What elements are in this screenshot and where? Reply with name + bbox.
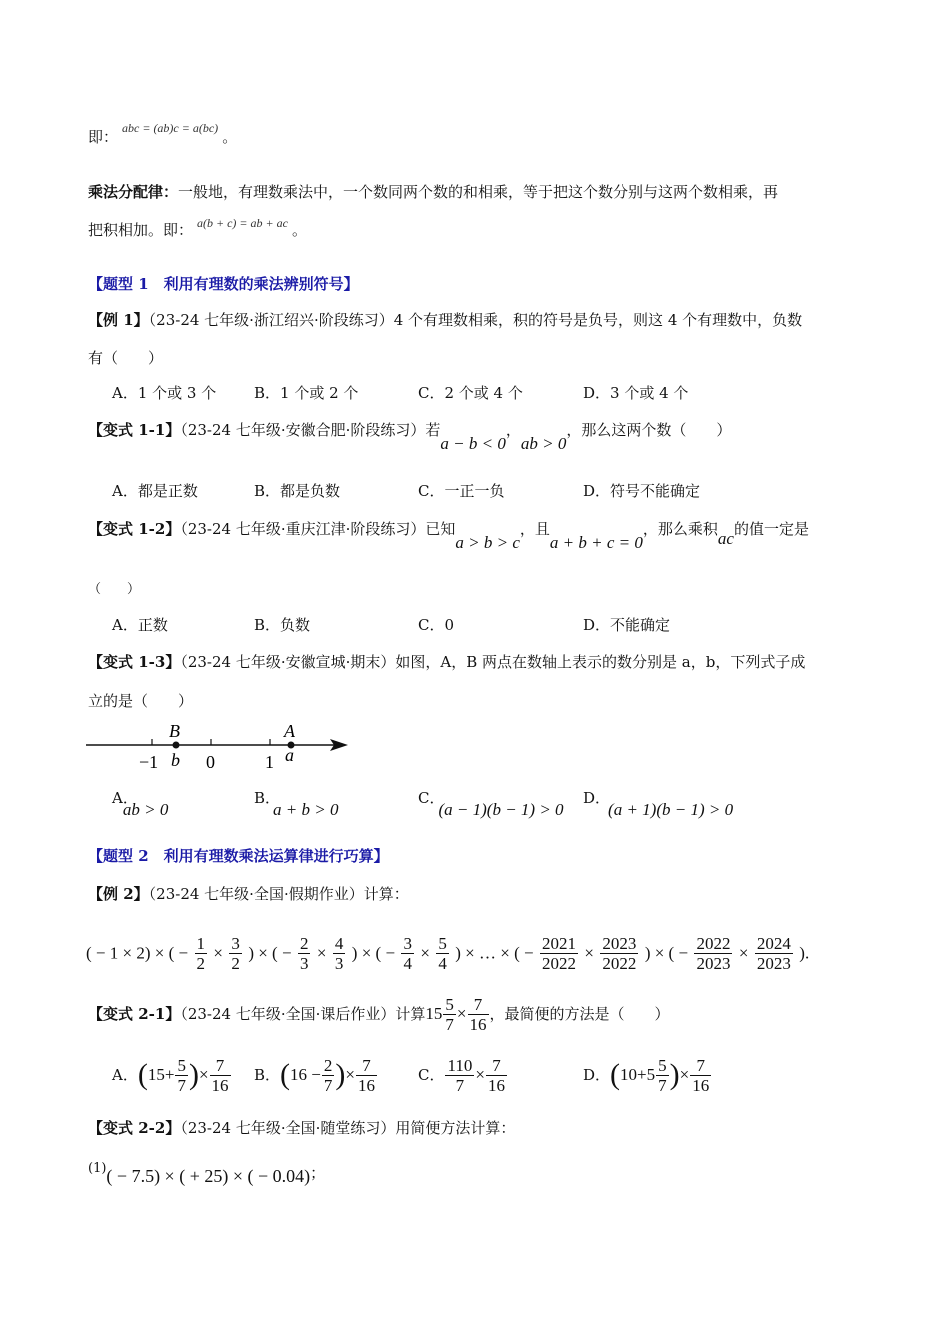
- ex2-f5n: 3: [403, 934, 412, 953]
- v12-paren: （ ）: [88, 582, 141, 597]
- v21-gn: 7: [468, 995, 489, 1015]
- ex1-source: （23-24 七年级·浙江绍兴·阶段练习）: [148, 311, 394, 329]
- v22-item1-end: ；: [310, 1164, 326, 1182]
- v12-option-b: B．负数: [254, 616, 311, 634]
- v21-d-gn: 7: [690, 1056, 711, 1076]
- v21-fn: 5: [445, 994, 454, 1014]
- label-B: B: [169, 721, 180, 741]
- ex2-f3d: 3: [299, 954, 309, 973]
- ex2-f3n: 2: [299, 934, 309, 953]
- ex2-f7d: 2022: [542, 954, 576, 973]
- v21-source: （23-24 七年级·全国·课后作业）: [180, 1005, 396, 1023]
- ex2-f10d: 2023: [756, 954, 791, 973]
- v21-b-label: B．: [254, 1066, 281, 1084]
- v11-cond2: ab > 0: [520, 434, 567, 453]
- distrib-line-1: [88, 182, 778, 202]
- v12-cond1: a > b > c: [455, 533, 520, 552]
- v13-option-c: [418, 788, 570, 819]
- v11-source: （23-24 七年级·安徽合肥·阶段练习）: [180, 421, 426, 439]
- v13-option-b: [254, 788, 345, 819]
- ex2-frac-10: [755, 934, 793, 973]
- ex2-frac-9: [694, 934, 732, 973]
- v12-option-c: C．0: [418, 616, 455, 634]
- v21-b-frac-2: [356, 1056, 377, 1095]
- v13-option-b-label: B．: [254, 789, 281, 807]
- ex2-x3: ×: [420, 943, 430, 963]
- ex2-f9n: 2022: [696, 934, 731, 953]
- ex2-x2: ×: [316, 943, 327, 963]
- ex2-expression: [86, 933, 809, 974]
- v21-a-gn: 7: [210, 1056, 231, 1076]
- v21-frac-1: [443, 995, 456, 1034]
- ex2-f1d: 2: [196, 954, 205, 973]
- v22-item1-no: (1): [88, 1161, 107, 1176]
- v21-line: [88, 993, 670, 1034]
- v21-pre: 计算: [395, 1005, 426, 1023]
- v21-b-gd: 16: [357, 1075, 375, 1095]
- v22-label: 【变式 2-2】: [88, 1119, 181, 1137]
- v12-post: ，那么乘积: [642, 520, 718, 538]
- v13-line-2: 立的是（ ）: [88, 692, 194, 710]
- v13-option-a: [112, 788, 183, 819]
- v12-label: 【变式 1-2】: [88, 520, 181, 538]
- ex2-frac-7: [540, 934, 578, 973]
- v21-d-label: D．: [583, 1066, 611, 1084]
- ex2-frac-6: [436, 934, 449, 973]
- distrib-formula: a(b + c) = ab + ac: [197, 216, 288, 230]
- ex1-option-a: A．1 个或 3 个: [112, 384, 217, 402]
- v11-cond1: a − b < 0: [440, 434, 506, 453]
- label-zero: 0: [206, 752, 215, 772]
- assoc-suffix: 。: [222, 128, 238, 146]
- v13-option-d-label: D．: [583, 789, 611, 807]
- ex2-frac-3: [298, 934, 311, 973]
- v22-item-1: [88, 1162, 325, 1185]
- type1-title: 【题型 1 利用有理数的乘法辨别符号】: [88, 275, 359, 293]
- v11-line: [88, 420, 732, 453]
- label-b: b: [171, 750, 180, 770]
- v21-c-label: C．: [418, 1066, 445, 1084]
- v21-c-fd: 7: [455, 1075, 465, 1095]
- ex2-line: [88, 884, 409, 904]
- v21-times: ×: [456, 1004, 467, 1023]
- v21-d-a: 10+5: [620, 1065, 656, 1084]
- v11-comma: ，: [505, 421, 521, 439]
- v21-post: ，最简便的方法是（ ）: [489, 1005, 670, 1023]
- ex2-text: 计算：: [363, 885, 409, 903]
- v21-option-c: [418, 1052, 508, 1097]
- v21-fd: 7: [445, 1014, 454, 1034]
- distrib-suffix: 。: [291, 221, 307, 239]
- ex2-p2: ) × ( −: [248, 943, 292, 963]
- ex2-label: 【例 2】: [88, 885, 149, 903]
- v11-option-b: B．都是负数: [254, 482, 341, 500]
- v11-pre: 若: [425, 421, 441, 439]
- v21-d-frac-1: [656, 1056, 669, 1095]
- v21-a-lp: (: [137, 1058, 148, 1091]
- ex2-x1: ×: [213, 943, 223, 963]
- v21-label: 【变式 2-1】: [88, 1005, 181, 1023]
- distrib-line-2: [88, 216, 307, 241]
- ex2-f7n: 2021: [542, 934, 576, 953]
- ex2-p6: ).: [799, 943, 810, 963]
- label-A: A: [284, 721, 295, 741]
- v21-a-frac-1: [175, 1056, 188, 1095]
- ex2-p3: ) × ( −: [351, 943, 396, 963]
- v11-post: ，那么这两个数（ ）: [566, 421, 732, 439]
- v11-label: 【变式 1-1】: [88, 421, 181, 439]
- ex2-f9d: 2023: [696, 954, 731, 973]
- v12-mid: ，且: [519, 520, 550, 538]
- v21-b-a: 16 −: [290, 1065, 321, 1084]
- v21-a-rp: ): [188, 1058, 199, 1091]
- v21-b-lp: (: [280, 1058, 291, 1091]
- v21-a-gd: 16: [211, 1075, 229, 1095]
- ex2-frac-8: [600, 934, 638, 973]
- assoc-line: [88, 121, 238, 148]
- assoc-formula: abc = (ab)c = a(bc): [122, 121, 219, 135]
- ex2-f2d: 2: [231, 954, 240, 973]
- v21-b-fn: 2: [323, 1055, 333, 1075]
- v21-option-a: [112, 1052, 232, 1097]
- v12-end: 的值一定是: [733, 520, 809, 538]
- v21-frac-2: [468, 995, 489, 1034]
- v12-pre: 已知: [425, 520, 456, 538]
- v21-a-a: 15+: [147, 1065, 175, 1084]
- ex2-p1: ( − 1 × 2) × ( −: [86, 943, 189, 963]
- v21-a-x: ×: [198, 1065, 209, 1084]
- ex1-option-c: C．2 个或 4 个: [418, 384, 523, 402]
- v21-b-fd: 7: [323, 1075, 333, 1095]
- v13-option-a-math: ab > 0: [122, 800, 169, 819]
- v21-d-gd: 16: [692, 1075, 710, 1095]
- v21-d-fd: 7: [658, 1075, 667, 1095]
- v13-text: 如图，A，B 两点在数轴上表示的数分别是 a，b，下列式子成: [395, 653, 806, 671]
- ex2-source: （23-24 七年级·全国·假期作业）: [148, 885, 364, 903]
- v21-c-gn: 7: [486, 1056, 507, 1076]
- v22-text: 用简便方法计算：: [395, 1119, 516, 1137]
- number-line: [86, 718, 356, 776]
- type2-title: 【题型 2 利用有理数乘法运算律进行巧算】: [88, 847, 389, 865]
- v21-c-x: ×: [475, 1065, 485, 1084]
- ex2-frac-1: [195, 934, 208, 973]
- label-one: 1: [265, 752, 274, 772]
- ex1-option-d: D．3 个或 4 个: [583, 384, 689, 402]
- v21-d-fn: 5: [658, 1055, 667, 1075]
- v13-label: 【变式 1-3】: [88, 653, 181, 671]
- v13-option-d-math: (a + 1)(b − 1) > 0: [608, 800, 734, 819]
- assoc-prefix: 即：: [88, 128, 119, 146]
- ex2-p5: ) × ( −: [644, 943, 689, 963]
- v13-option-d: [583, 788, 735, 819]
- v13-line-1: [88, 652, 805, 672]
- v21-a-frac-2: [210, 1056, 231, 1095]
- ex2-f6n: 5: [438, 934, 447, 953]
- v12-line: [88, 519, 809, 552]
- distrib-title: 乘法分配律：: [88, 183, 179, 201]
- v11-option-c: C．一正一负: [418, 482, 505, 500]
- ex2-f5d: 4: [403, 954, 412, 973]
- v21-a-fd: 7: [177, 1075, 186, 1095]
- v13-option-c-math: (a − 1)(b − 1) > 0: [438, 800, 564, 819]
- v21-a-label: A．: [112, 1066, 138, 1084]
- v21-c-fn: 110: [447, 1055, 473, 1075]
- v12-option-d: D．不能确定: [583, 616, 671, 634]
- ex2-frac-5: [401, 934, 414, 973]
- point-b: [173, 742, 180, 749]
- v21-option-d: [583, 1052, 712, 1097]
- v21-b-gn: 7: [356, 1056, 377, 1076]
- v13-option-c-label: C．: [418, 789, 445, 807]
- ex2-f6d: 4: [438, 954, 447, 973]
- ex2-f1n: 1: [196, 934, 205, 953]
- distrib-text-1: 一般地，有理数乘法中，一个数同两个数的和相乘，等于把这个数分别与这两个数相乘，再: [178, 183, 779, 201]
- v22-source: （23-24 七年级·全国·随堂练习）: [180, 1119, 396, 1137]
- v12-option-a: A．正数: [112, 616, 168, 634]
- ex1-option-b: B．1 个或 2 个: [254, 384, 359, 402]
- v21-b-x: ×: [345, 1065, 355, 1084]
- v13-option-a-label: A．: [112, 789, 138, 807]
- ex2-f10n: 2024: [756, 934, 791, 953]
- ex2-f4n: 4: [334, 934, 344, 953]
- v21-d-lp: (: [610, 1058, 621, 1091]
- v13-source: （23-24 七年级·安徽宣城·期末）: [180, 653, 396, 671]
- ex2-frac-2: [229, 934, 242, 973]
- v21-d-rp: ): [669, 1058, 680, 1091]
- v12-cond2: a + b + c = 0: [549, 533, 643, 552]
- ex2-frac-4: [333, 934, 346, 973]
- v11-option-a: A．都是正数: [112, 482, 198, 500]
- v22-line: [88, 1118, 515, 1138]
- v21-option-b: [254, 1052, 378, 1097]
- ex2-f8d: 2022: [602, 954, 637, 973]
- ex1-line-2: 有（ ）: [88, 349, 164, 367]
- v12-source: （23-24 七年级·重庆江津·阶段练习）: [180, 520, 426, 538]
- v11-option-d: D．符号不能确定: [583, 482, 701, 500]
- v21-d-x: ×: [679, 1065, 690, 1084]
- ex2-f8n: 2023: [602, 934, 637, 953]
- v21-c-frac-1: [445, 1056, 474, 1095]
- ex2-x4: ×: [584, 943, 594, 963]
- label-minus1: −1: [139, 752, 159, 772]
- v21-c-frac-2: [486, 1056, 507, 1095]
- v13-option-b-math: a + b > 0: [273, 800, 339, 819]
- ex1-line-1: [88, 310, 802, 330]
- ex2-f2n: 3: [231, 934, 240, 953]
- v21-b-rp: ): [335, 1058, 346, 1091]
- v21-gd: 16: [469, 1014, 487, 1034]
- label-a: a: [285, 745, 294, 765]
- ex2-p4: ) × … × ( −: [455, 943, 534, 963]
- v21-b-frac-1: [322, 1056, 335, 1095]
- ex1-label: 【例 1】: [88, 311, 149, 329]
- v21-whole: 15: [425, 1004, 443, 1023]
- ex1-text: 4 个有理数相乘，积的符号是负号，则这 4 个有理数中，负数: [393, 311, 803, 329]
- distrib-text-2: 把积相加。即：: [88, 221, 194, 239]
- v21-c-gd: 16: [487, 1075, 505, 1095]
- v21-d-frac-2: [690, 1056, 711, 1095]
- v21-a-fn: 5: [177, 1055, 186, 1075]
- ex2-f4d: 3: [334, 954, 344, 973]
- ex2-x5: ×: [738, 943, 749, 963]
- v22-item1-expr: ( − 7.5) × ( + 25) × ( − 0.04): [106, 1166, 311, 1186]
- v12-prod: ac: [717, 529, 734, 548]
